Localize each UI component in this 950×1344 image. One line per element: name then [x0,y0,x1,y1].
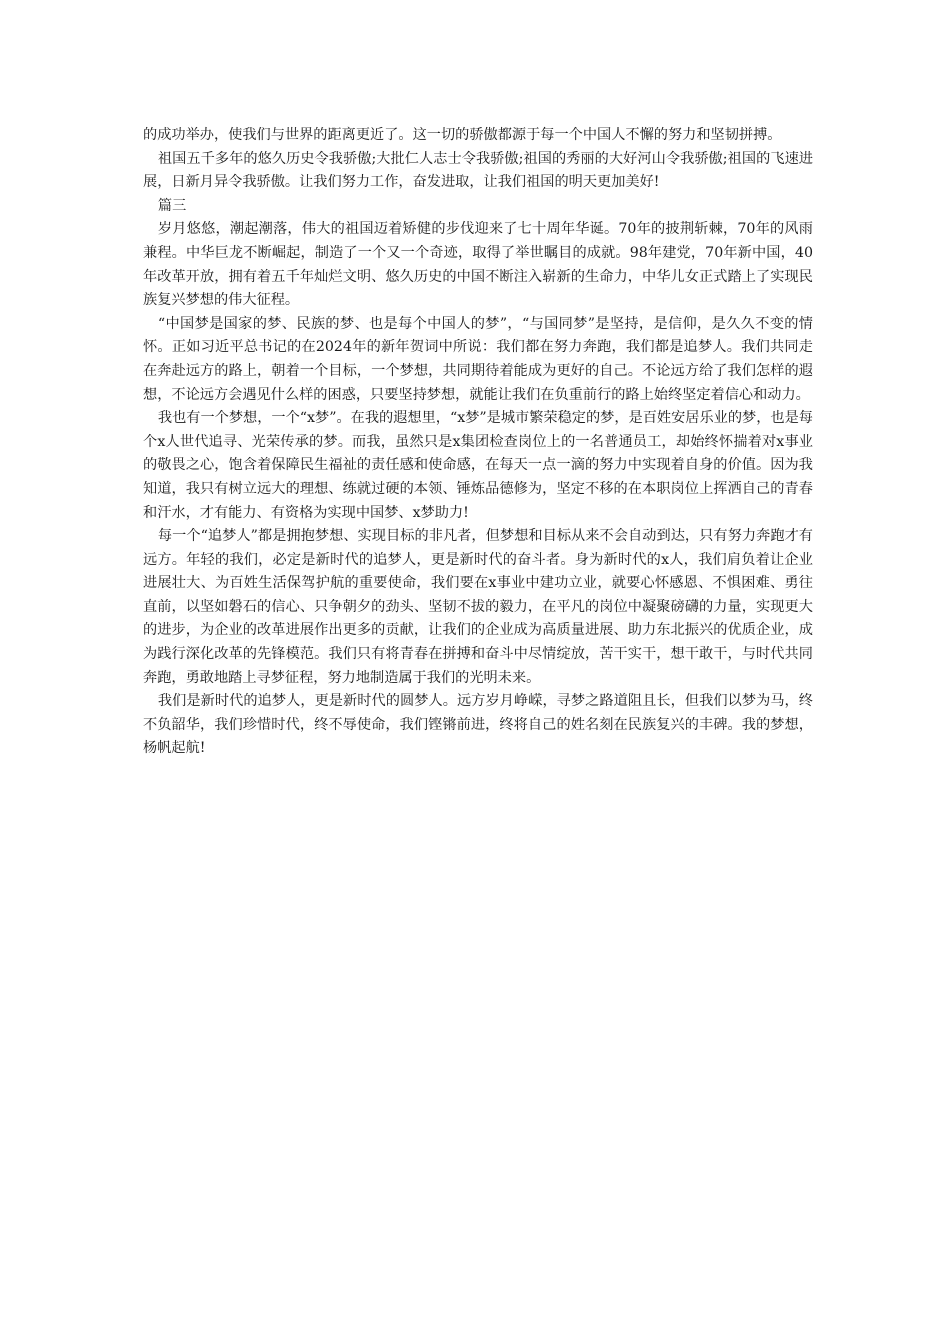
paragraph-5: 我也有一个梦想，一个“x梦”。在我的遐想里，“x梦”是城市繁荣稳定的梦，是百姓安居乐业的梦，也是每个x人世代追寻、光荣传承的梦。而我，虽然只是x集团检查岗位上的一名普通员工，却始终怀揣着对x事业的敬畏之心，饱含着保障民生福祉的责任感和使命感，在每天一点一滴的努力中实现着自身的价值。因为我知道，我只有树立远大的理想、练就过硬的本领、锤炼品德修为，坚定不移的在本职岗位上挥洒自己的青春和汗水，才有能力、有资格为实现中国梦、x梦助力! [143,410,813,521]
section-heading: 篇三 [157,197,187,214]
paragraph-6: 每一个“追梦人”都是拥抱梦想、实现目标的非凡者，但梦想和目标从来不会自动到达，只有努力奔跑才有远方。年轻的我们，必定是新时代的追梦人，更是新时代的奋斗者。身为新时代的x人，我们肩负着让企业进展壮大、为百姓生活保驾护航的重要使命，我们要在x事业中建功立业，就要心怀感恩、不惧困难、勇往直前，以坚如磐石的信心、只争朝夕的劲头、坚韧不拔的毅力，在平凡的岗位中凝聚磅礴的力量，实现更大的进步，为企业的改革进展作出更多的贡献，让我们的企业成为高质量进展、助力东北振兴的优质企业，成为践行深化改革的先锋模范。我们只有将青春在拼搏和奋斗中尽情绽放，苦干实干，想干敢干，与时代共同奔跑，勇敢地踏上寻梦征程，努力地制造属于我们的光明未来。 [143,528,813,686]
paragraph-3: 岁月悠悠，潮起潮落，伟大的祖国迈着矫健的步伐迎来了七十周年华诞。70年的披荆斩棘，70年的风雨兼程。中华巨龙不断崛起，制造了一个又一个奇迹，取得了举世瞩目的成就。98年建党，70年新中国，40年改革开放，拥有着五千年灿烂文明、悠久历史的中国不断注入崭新的生命力，中华儿女正式踏上了实现民族复兴梦想的伟大征程。 [143,221,813,309]
paragraph-7: 我们是新时代的追梦人，更是新时代的圆梦人。远方岁月峥嵘，寻梦之路道阻且长，但我们以梦为马，终不负韶华，我们珍惜时代，终不辱使命，我们铿锵前进，终将自己的姓名刻在民族复兴的丰碑。我的梦想，杨帆起航! [143,693,813,757]
document-page [143,124,813,761]
paragraph-1: 的成功举办，使我们与世界的距离更近了。这一切的骄傲都源于每一个中国人不懈的努力和坚韧拼搏。 [143,127,782,143]
paragraph-4: “中国梦是国家的梦、民族的梦、也是每个中国人的梦”，“与国同梦”是坚持，是信仰，是久久不变的情怀。正如习近平总书记的在2024年的新年贺词中所说：我们都在努力奔跑，我们都是追梦人。我们共同走在奔赴远方的路上，朝着一个目标，一个梦想，共同期待着能成为更好的自己。不论远方给了我们怎样的遐想，不论远方会遇见什么样的困惑，只要坚持梦想，就能让我们在负重前行的路上始终坚定着信心和动力。 [143,315,813,403]
paragraph-2: 祖国五千多年的悠久历史令我骄傲;大批仁人志士令我骄傲;祖国的秀丽的大好河山令我骄傲;祖国的飞速进展，日新月异令我骄傲。让我们努力工作，奋发进取，让我们祖国的明天更加美好! [143,150,813,191]
